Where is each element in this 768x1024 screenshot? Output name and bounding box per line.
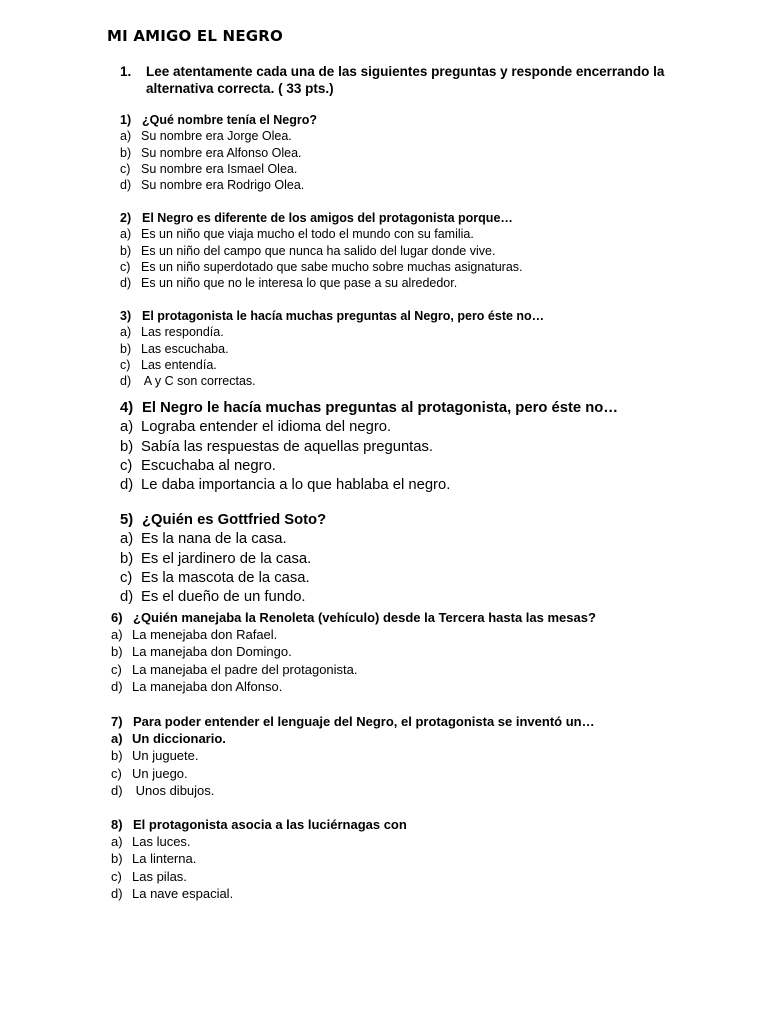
option-b[interactable] xyxy=(120,341,544,357)
option-letter: a) xyxy=(120,419,134,436)
option-c[interactable] xyxy=(120,569,326,588)
option-d[interactable] xyxy=(111,885,407,902)
question-text xyxy=(120,308,544,324)
question-text xyxy=(120,399,618,418)
question-number: 1) xyxy=(120,113,132,127)
option-letter: c) xyxy=(120,259,131,274)
option-text: Su nombre era Alfonso Olea. xyxy=(141,145,302,160)
question-number: 2) xyxy=(120,211,132,225)
option-text: Es un niño del campo que nunca ha salido del lugar donde vive. xyxy=(141,243,496,258)
option-letter: c) xyxy=(120,357,131,372)
instruction-number: 1. xyxy=(120,64,132,79)
option-a[interactable] xyxy=(120,530,326,549)
option-a[interactable] xyxy=(120,418,618,437)
option-letter: c) xyxy=(111,868,122,884)
option-d[interactable] xyxy=(120,588,326,607)
question-5 xyxy=(120,511,326,607)
option-letter: b) xyxy=(120,341,132,356)
option-letter: c) xyxy=(111,765,122,781)
option-text: Su nombre era Rodrigo Olea. xyxy=(141,178,305,193)
option-text: Las entendía. xyxy=(141,357,217,372)
question-4 xyxy=(120,399,618,495)
question-number: 3) xyxy=(120,309,132,323)
option-text: Las escuchaba. xyxy=(141,341,229,356)
option-c[interactable] xyxy=(120,357,544,373)
question-label: ¿Quién es Gottfried Soto? xyxy=(142,512,327,528)
question-text xyxy=(111,609,596,626)
option-letter: d) xyxy=(120,477,134,494)
option-letter: c) xyxy=(120,569,133,586)
option-a[interactable] xyxy=(111,730,595,747)
question-text xyxy=(111,713,595,730)
instruction xyxy=(120,63,680,97)
question-7 xyxy=(111,713,595,799)
question-label: Para poder entender el lenguaje del Negro, el protagonista se inventó un… xyxy=(133,714,595,729)
option-letter: b) xyxy=(111,748,123,764)
option-text: Escuchaba al negro. xyxy=(141,457,276,474)
option-text: La manejaba don Alfonso. xyxy=(132,678,283,694)
option-text: Un diccionario. xyxy=(132,731,226,747)
option-text: Lograba entender el idioma del negro. xyxy=(141,419,392,436)
option-letter: d) xyxy=(111,885,123,901)
option-text: La menejaba don Rafael. xyxy=(132,627,278,643)
option-d[interactable] xyxy=(120,177,317,193)
option-text: Su nombre era Jorge Olea. xyxy=(141,129,292,144)
option-text: La manejaba el padre del protagonista. xyxy=(132,661,358,677)
option-d[interactable] xyxy=(111,782,595,799)
option-text: La manejaba don Domingo. xyxy=(132,644,292,660)
option-text: Las respondía. xyxy=(141,325,224,340)
option-text: Unos dibujos. xyxy=(132,782,215,798)
question-text xyxy=(120,511,326,530)
option-d[interactable] xyxy=(120,476,618,495)
question-text xyxy=(111,816,407,833)
option-d[interactable] xyxy=(120,373,544,389)
question-label: ¿Qué nombre tenía el Negro? xyxy=(142,113,318,127)
option-a[interactable] xyxy=(120,128,317,144)
question-label: El Negro le hacía muchas preguntas al protagonista, pero éste no… xyxy=(142,400,619,416)
option-text: Las luces. xyxy=(132,834,191,850)
question-number: 5) xyxy=(120,512,134,528)
option-b[interactable] xyxy=(120,550,326,569)
question-text xyxy=(120,112,317,128)
option-letter: b) xyxy=(111,851,123,867)
option-text: Las pilas. xyxy=(132,868,187,884)
option-text: Un juego. xyxy=(132,765,188,781)
option-b[interactable] xyxy=(120,145,317,161)
option-letter: b) xyxy=(120,550,134,567)
option-d[interactable] xyxy=(120,275,523,291)
option-a[interactable] xyxy=(120,226,523,242)
option-letter: d) xyxy=(111,782,123,798)
option-letter: d) xyxy=(111,678,123,694)
option-b[interactable] xyxy=(111,747,595,764)
option-text: La nave espacial. xyxy=(132,885,234,901)
question-number: 4) xyxy=(120,400,134,416)
option-c[interactable] xyxy=(111,765,595,782)
question-label: ¿Quién manejaba la Renoleta (vehículo) desde la Tercera hasta las mesas? xyxy=(133,610,596,625)
question-text xyxy=(120,210,523,226)
question-number: 8) xyxy=(111,817,123,832)
option-text: Su nombre era Ismael Olea. xyxy=(141,161,298,176)
option-letter: c) xyxy=(111,661,122,677)
option-c[interactable] xyxy=(120,161,317,177)
option-b[interactable] xyxy=(120,438,618,457)
page-title: MI AMIGO EL NEGRO xyxy=(107,27,283,45)
option-letter: a) xyxy=(120,227,132,242)
option-b[interactable] xyxy=(111,850,407,867)
question-number: 7) xyxy=(111,714,123,729)
option-c[interactable] xyxy=(120,259,523,275)
option-letter: a) xyxy=(120,325,132,340)
question-label: El protagonista asocia a las luciérnagas con xyxy=(133,817,407,832)
option-a[interactable] xyxy=(111,833,407,850)
option-letter: a) xyxy=(111,834,123,850)
option-text: La linterna. xyxy=(132,851,197,867)
question-1 xyxy=(120,112,317,193)
question-8 xyxy=(111,816,407,902)
option-a[interactable] xyxy=(120,324,544,340)
option-text: Es el jardinero de la casa. xyxy=(141,550,312,567)
option-c[interactable] xyxy=(120,457,618,476)
option-d[interactable] xyxy=(111,678,596,695)
option-text: Es la mascota de la casa. xyxy=(141,569,310,586)
option-text: Es la nana de la casa. xyxy=(141,531,287,548)
question-2 xyxy=(120,210,523,291)
option-text: Sabía las respuestas de aquellas preguntas. xyxy=(141,438,434,455)
option-letter: d) xyxy=(120,374,132,389)
option-letter: a) xyxy=(111,627,123,643)
option-letter: c) xyxy=(120,161,131,176)
option-text: Un juguete. xyxy=(132,748,199,764)
option-letter: a) xyxy=(120,531,134,548)
option-text: Es un niño superdotado que sabe mucho sobre muchas asignaturas. xyxy=(141,259,523,274)
option-letter: d) xyxy=(120,276,132,291)
option-text: A y C son correctas. xyxy=(141,374,256,389)
question-number: 6) xyxy=(111,610,123,625)
option-letter: a) xyxy=(111,731,123,747)
instruction-text: Lee atentamente cada una de las siguientes preguntas y responde encerrando la alternativa correcta. ( 33 pts.) xyxy=(146,64,665,96)
option-c[interactable] xyxy=(111,868,407,885)
option-b[interactable] xyxy=(111,643,596,660)
option-b[interactable] xyxy=(120,243,523,259)
question-3 xyxy=(120,308,544,389)
question-label: El protagonista le hacía muchas preguntas al Negro, pero éste no… xyxy=(142,309,545,323)
option-letter: c) xyxy=(120,457,133,474)
question-label: El Negro es diferente de los amigos del protagonista porque… xyxy=(142,211,513,225)
option-letter: b) xyxy=(120,145,132,160)
option-text: Es el dueño de un fundo. xyxy=(141,589,306,606)
option-letter: b) xyxy=(111,644,123,660)
option-c[interactable] xyxy=(111,661,596,678)
question-6 xyxy=(111,609,596,695)
option-letter: a) xyxy=(120,129,132,144)
option-letter: d) xyxy=(120,178,132,193)
option-letter: b) xyxy=(120,438,134,455)
option-text: Es un niño que no le interesa lo que pase a su alrededor. xyxy=(141,276,458,291)
option-text: Es un niño que viaja mucho el todo el mundo con su familia. xyxy=(141,227,474,242)
option-letter: b) xyxy=(120,243,132,258)
option-text: Le daba importancia a lo que hablaba el negro. xyxy=(141,477,451,494)
option-letter: d) xyxy=(120,589,134,606)
option-a[interactable] xyxy=(111,626,596,643)
